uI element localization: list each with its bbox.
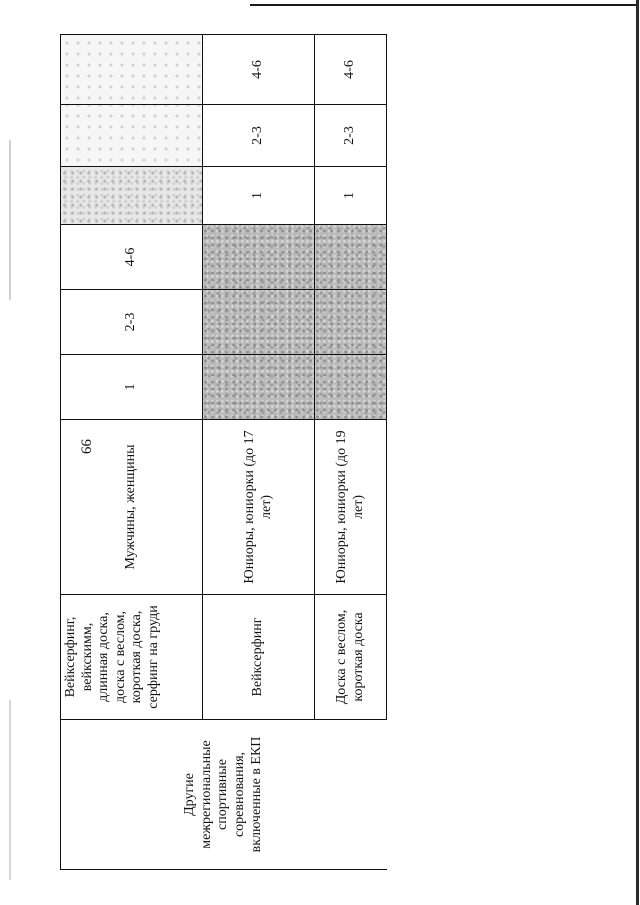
group-cell: Юниоры, юниорки (до 19 лет)	[315, 420, 387, 595]
discipline-cell: Вейксерфинг	[203, 595, 315, 720]
shaded-cell	[315, 225, 387, 290]
scan-edge-left-lower	[9, 700, 11, 880]
discipline-cell: Вейксерфинг, вейкскимм, длинная доска, доска с веслом, короткая доска, серфинг на груди	[61, 595, 203, 720]
scan-edge-right	[636, 0, 639, 905]
group-cell: Юниоры, юниорки (до 17 лет)	[203, 420, 315, 595]
shaded-cell	[203, 225, 315, 290]
competition-cell: Другие межрегиональные спортивные соревнования, включенные в ЕКП	[61, 720, 387, 870]
shaded-cell	[61, 167, 203, 225]
page-number: 99	[77, 439, 94, 454]
place-cell: 2-3	[61, 290, 203, 355]
place-cell: 2-3	[315, 105, 387, 167]
group-cell: Мужчины, женщины	[61, 420, 203, 595]
place-cell: 2-3	[203, 105, 315, 167]
table-container	[60, 35, 386, 870]
competition-table	[60, 34, 387, 870]
scan-edge-left	[9, 140, 11, 300]
shaded-cell	[315, 290, 387, 355]
scan-edge-top	[250, 4, 638, 6]
place-cell: 1	[315, 167, 387, 225]
place-cell: 1	[203, 167, 315, 225]
shaded-cell	[61, 35, 203, 105]
shaded-cell	[315, 355, 387, 420]
place-cell: 4-6	[61, 225, 203, 290]
shaded-cell	[61, 105, 203, 167]
place-cell: 4-6	[203, 35, 315, 105]
table-row	[61, 35, 203, 870]
place-cell: 1	[61, 355, 203, 420]
discipline-cell: Доска с веслом, короткая доска	[315, 595, 387, 720]
shaded-cell	[203, 355, 315, 420]
rotated-table-region	[60, 35, 386, 870]
shaded-cell	[203, 290, 315, 355]
place-cell: 4-6	[315, 35, 387, 105]
